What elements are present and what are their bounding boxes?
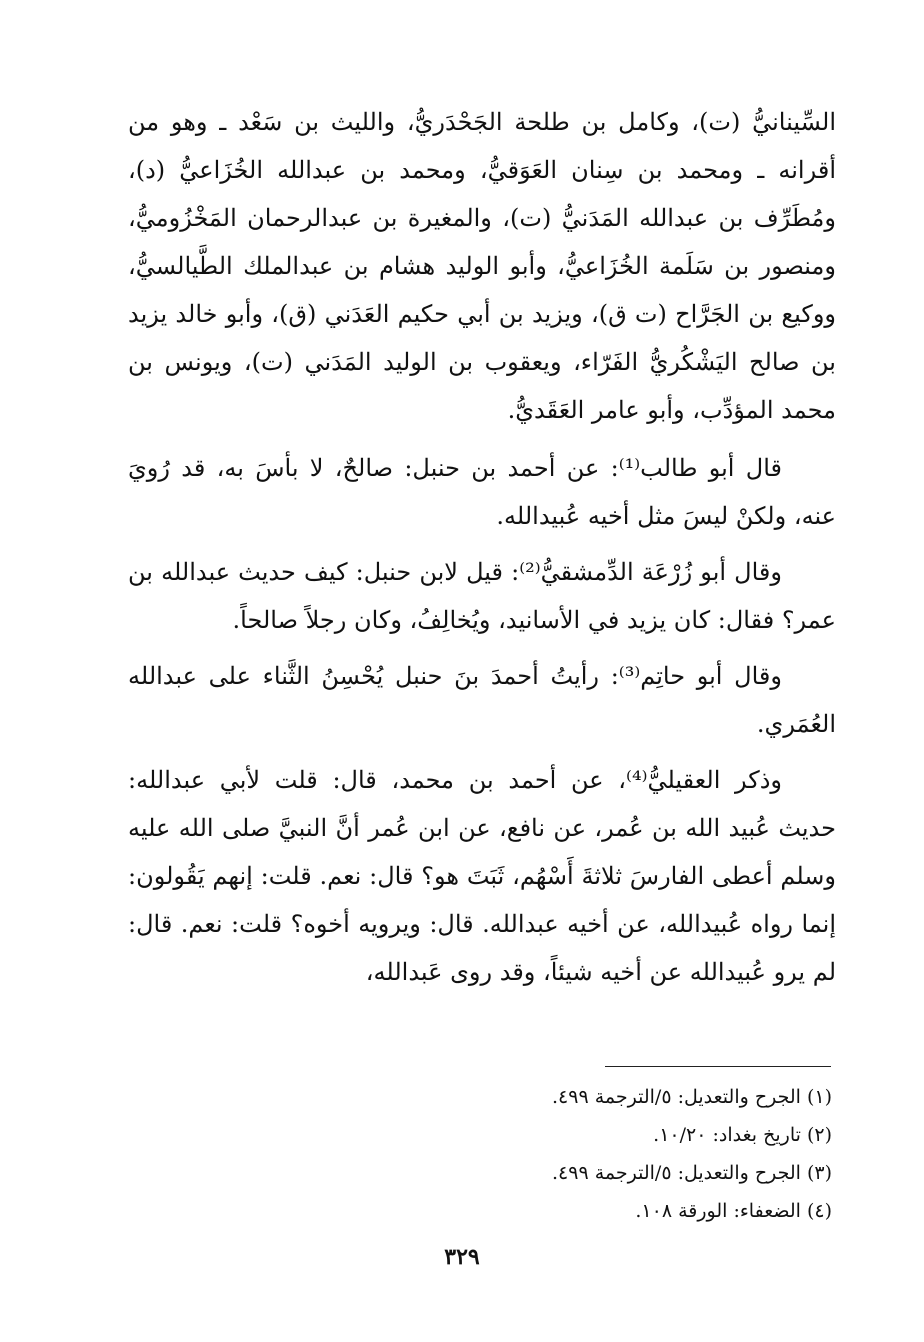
footnote-3: (٣) الجرح والتعديل: ٥/الترجمة ٤٩٩. — [552, 1162, 832, 1184]
footnote-separator — [605, 1066, 831, 1067]
paragraph-abu-talib: قال أبو طالب⁽¹⁾: عن أحمد بن حنبل: صالحٌ، لا بأسَ به، قد رُويَ عنه، ولكنْ ليسَ مثل أخيه عُبيدالله. — [128, 454, 836, 530]
footnote-1: (١) الجرح والتعديل: ٥/الترجمة ٤٩٩. — [552, 1086, 832, 1108]
paragraph-abu-zura: وقال أبو زُرْعَة الدِّمشقيُّ⁽²⁾: قيل لابن حنبل: كيف حديث عبدالله بن عمر؟ فقال: كان يزيد في الأسانيد، ويُخالِفُ، وكان رجلاً صالحاً. — [128, 558, 836, 634]
paragraph-narrators-list: السِّينانيُّ (ت)، وكامل بن طلحة الجَحْدَريُّ، والليث بن سَعْد ـ وهو من أقرانه ـ ومحمد بن سِنان العَوَقيُّ، ومحمد بن عبدالله الخُزَاعيُّ (د)، ومُطَرِّف بن عبدالله المَدَنيُّ (ت)، والمغيرة بن عبدالرحمان المَخْزُوميُّ، ومنصور بن سَلَمة الخُزَاعيُّ، وأبو الوليد هشام بن عبدالملك الطَّيالسيُّ، ووكيع بن الجَرَّاح (ت ق)، ويزيد بن أبي حكيم العَدَني (ق)، وأبو خالد يزيد بن صالح اليَشْكُريُّ الفَرّاء، ويعقوب بن الوليد المَدَني (ت)، ويونس بن محمد المؤدِّب، وأبو عامر العَقَديُّ. — [128, 108, 836, 424]
footnote-4: (٤) الضعفاء: الورقة ١٠٨. — [635, 1200, 832, 1222]
main-text-block — [128, 98, 836, 1004]
paragraph-uqayli: وذكر العقيليُّ⁽⁴⁾، عن أحمد بن محمد، قال: قلت لأبي عبدالله: حديث عُبيد الله بن عُمر، عن نافع، عن ابن عُمر أنَّ النبيَّ صلى الله عليه وسلم أعطى الفارسَ ثلاثةَ أَسْهُم، ثَبَتَ هو؟ قال: نعم. قلت: إنهم يَقُولون: إنما رواه عُبيدالله، عن أخيه عبدالله. قال: ويرويه أخوه؟ قلت: نعم. قال: لم يرو عُبيدالله عن أخيه شيئاً، وقد روى عَبدالله، — [128, 766, 836, 986]
page-number: ٣٢٩ — [444, 1244, 480, 1270]
footnotes — [430, 1078, 832, 1230]
footnote-2: (٢) تاريخ بغداد: ١٠/٢٠. — [653, 1124, 832, 1146]
paragraph-abu-hatim: وقال أبو حاتِم⁽³⁾: رأيتُ أحمدَ بنَ حنبل يُحْسِنُ الثَّناء على عبدالله العُمَري. — [128, 662, 836, 738]
